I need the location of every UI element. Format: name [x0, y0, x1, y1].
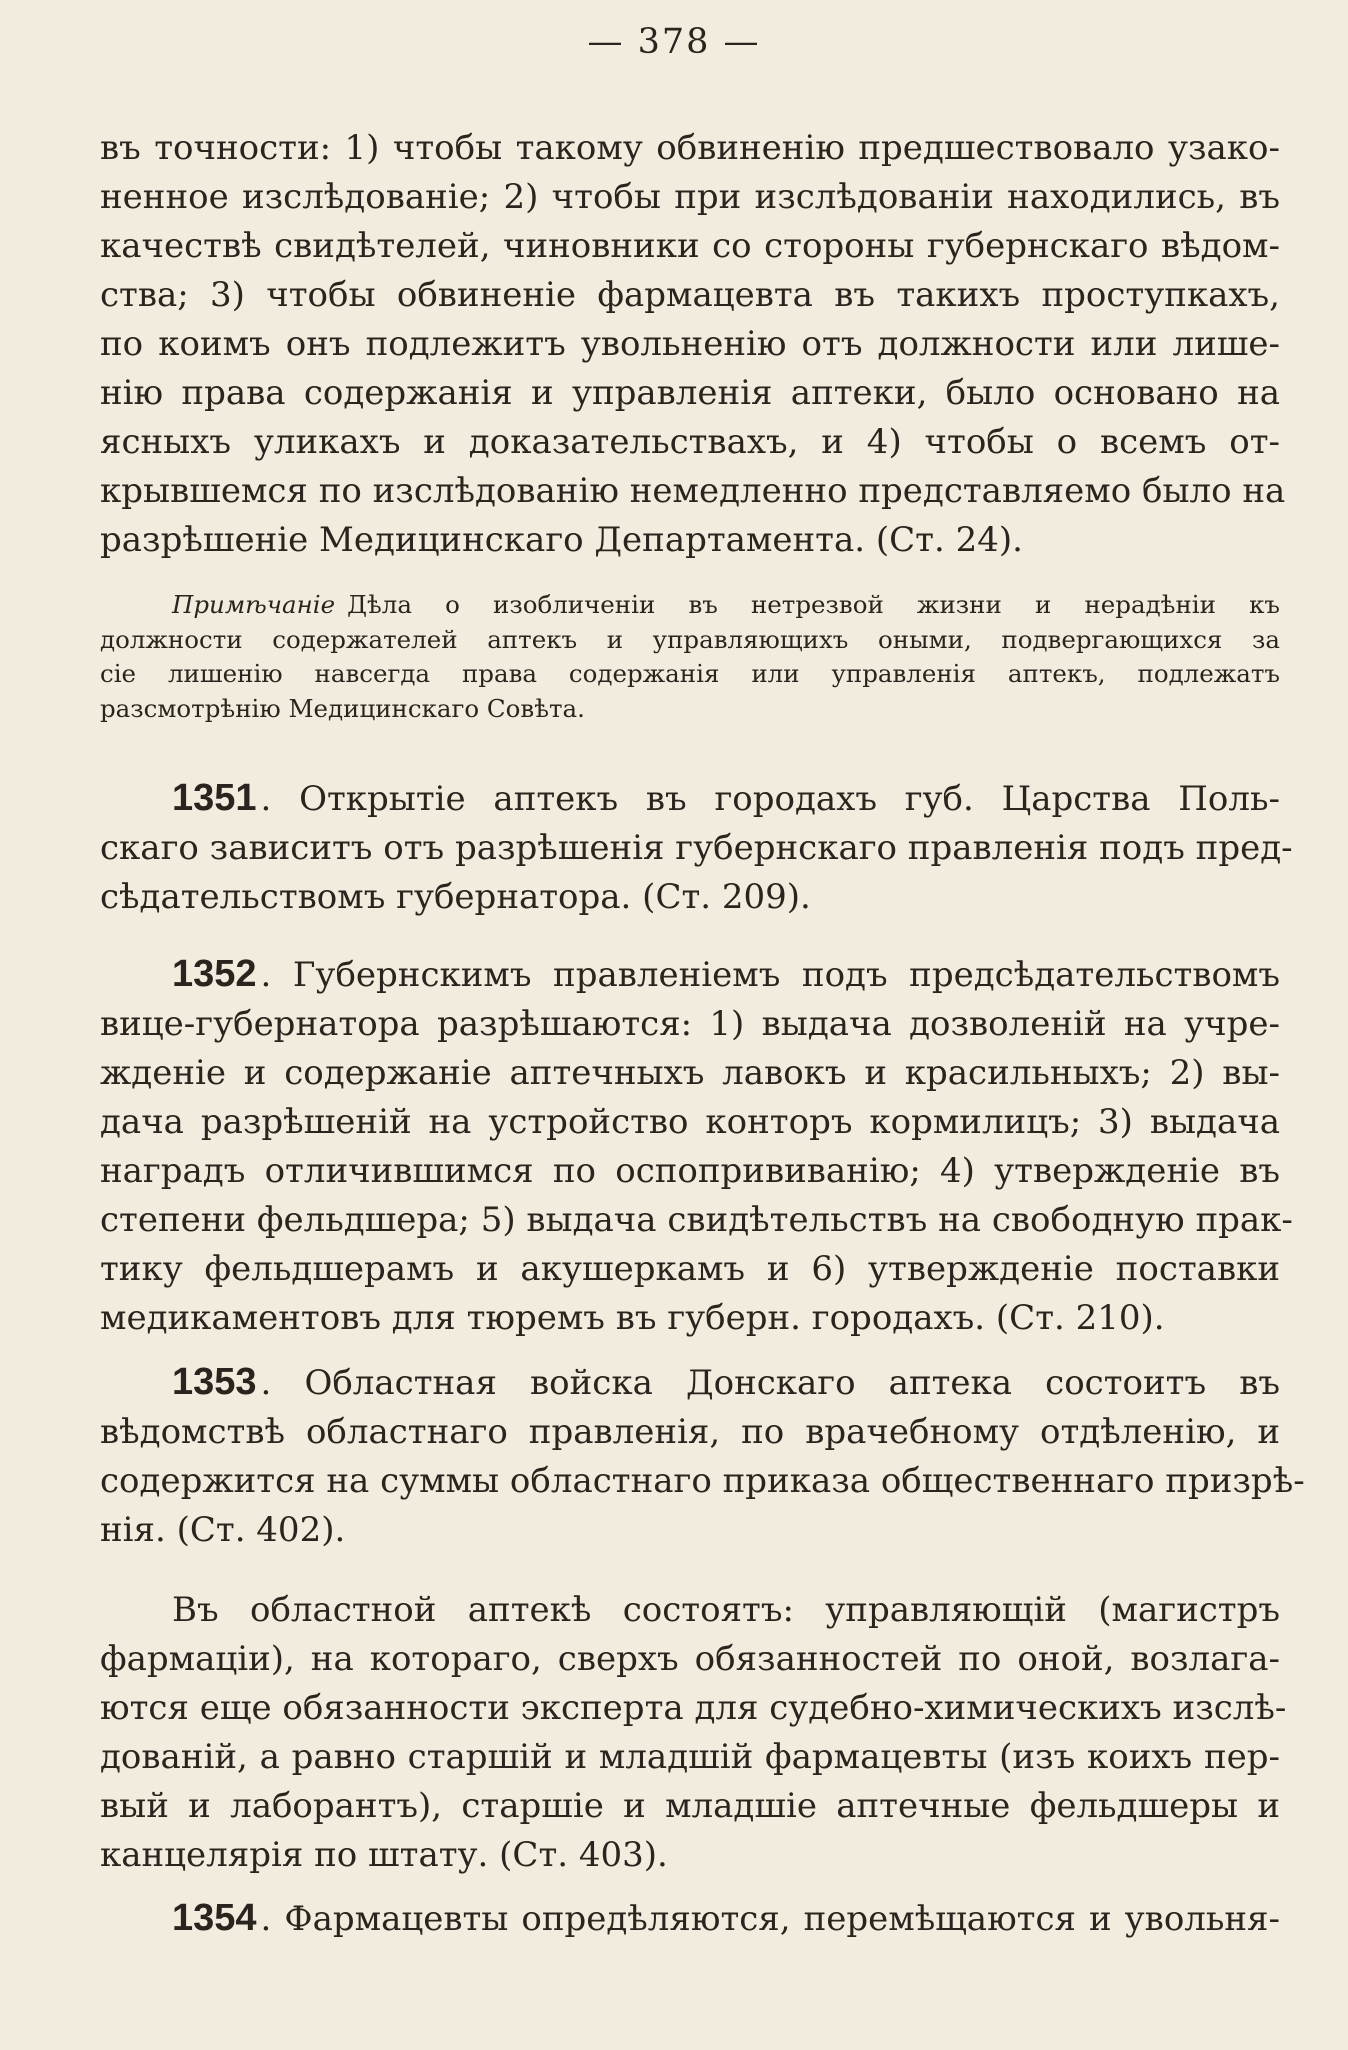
text-line: . Фармацевты опредѣляются, перемѣщаются и увольня-	[260, 1899, 1280, 1939]
note-line: разсмотрѣнію Медицинскаго Совѣта.	[100, 694, 585, 724]
text-line: Въ областной аптекѣ состоятъ: управляющій (магистръ	[172, 1590, 1280, 1630]
page-number: — 378 —	[587, 22, 761, 62]
text-line: ются еще обязанности эксперта для судебно-химическихъ изслѣ-	[100, 1688, 1287, 1728]
text-line: дача разрѣшеній на устройство конторъ кормилицъ; 3) выдача	[100, 1102, 1280, 1142]
article-number: 1354	[172, 1897, 257, 1939]
article-1351	[100, 774, 1293, 922]
text-line: по коимъ онъ подлежитъ увольненію отъ должности или лише-	[100, 324, 1280, 364]
text-line: вый и лаборантъ), старшіе и младшіе аптечные фельдшеры и	[100, 1786, 1280, 1826]
article-number: 1351	[172, 777, 257, 819]
article-1354	[100, 1894, 1280, 1944]
paragraph-continuation	[100, 124, 1286, 565]
text-line: дованій, а равно старшій и младшій фармацевты (изъ коихъ пер-	[100, 1737, 1280, 1777]
text-line: ства; 3) чтобы обвиненіе фармацевта въ такихъ проступкахъ,	[100, 275, 1280, 315]
text-line: канцелярія по штату. (Ст. 403).	[100, 1835, 668, 1875]
text-line: сѣдательствомъ губернатора. (Ст. 209).	[100, 877, 811, 917]
note-line: сіе лишенію навсегда права содержанія или управленія аптекъ, подлежатъ	[100, 659, 1280, 689]
text-line: наградъ отличившимся по оспопрививанію; 4) утвержденіе въ	[100, 1151, 1280, 1191]
text-line: степени фельдшера; 5) выдача свидѣтельствъ на свободную прак-	[100, 1200, 1293, 1240]
text-line: въ точности: 1) чтобы такому обвиненію предшествовало узако-	[100, 128, 1280, 168]
text-line: разрѣшеніе Медицинскаго Департамента. (Ст. 24).	[100, 520, 1023, 560]
footnote-remark	[100, 588, 1280, 727]
article-1352	[100, 950, 1293, 1343]
text-line: медикаментовъ для тюремъ въ губерн. городахъ. (Ст. 210).	[100, 1298, 1165, 1338]
article-number: 1353	[172, 1361, 257, 1403]
text-line: скаго зависитъ отъ разрѣшенія губернскаго правленія подъ пред-	[100, 828, 1293, 868]
article-1353	[100, 1358, 1305, 1555]
note-label: Примѣчаніе	[172, 590, 336, 619]
note-line: Дѣла о изобличеніи въ нетрезвой жизни и нерадѣніи къ	[347, 590, 1280, 619]
text-line: вице-губернатора разрѣшаются: 1) выдача дозволеній на учре-	[100, 1004, 1280, 1044]
text-line: жденіе и содержаніе аптечныхъ лавокъ и красильныхъ; 2) вы-	[100, 1053, 1280, 1093]
note-line: должности содержателей аптекъ и управляющихъ оными, подвергающихся за	[100, 624, 1280, 654]
text-line: нію права содержанія и управленія аптеки, было основано на	[100, 373, 1280, 413]
text-line: нія. (Ст. 402).	[100, 1510, 346, 1550]
text-line: . Областная войска Донскаго аптека состоитъ въ	[260, 1363, 1280, 1403]
article-number: 1352	[172, 953, 257, 995]
text-line: содержится на суммы областнаго приказа общественнаго призрѣ-	[100, 1461, 1305, 1501]
text-line: . Губернскимъ правленіемъ подъ предсѣдательствомъ	[260, 955, 1280, 995]
text-line: тику фельдшерамъ и акушеркамъ и 6) утвержденіе поставки	[100, 1249, 1280, 1289]
text-line: крывшемся по изслѣдованію немедленно представляемо было на	[100, 471, 1286, 511]
text-line: ясныхъ уликахъ и доказательствахъ, и 4) чтобы о всемъ от-	[100, 422, 1280, 462]
text-line: вѣдомствѣ областнаго правленія, по врачебному отдѣленію, и	[100, 1412, 1280, 1452]
text-line: ненное изслѣдованіе; 2) чтобы при изслѣдованіи находились, въ	[100, 177, 1280, 217]
text-line: качествѣ свидѣтелей, чиновники со стороны губернскаго вѣдом-	[100, 226, 1280, 266]
paragraph-pharmacy-staff	[100, 1586, 1287, 1880]
text-line: . Открытіе аптекъ въ городахъ губ. Царства Поль-	[260, 779, 1280, 819]
text-line: фармаціи), на котораго, сверхъ обязанностей по оной, возлага-	[100, 1639, 1280, 1679]
